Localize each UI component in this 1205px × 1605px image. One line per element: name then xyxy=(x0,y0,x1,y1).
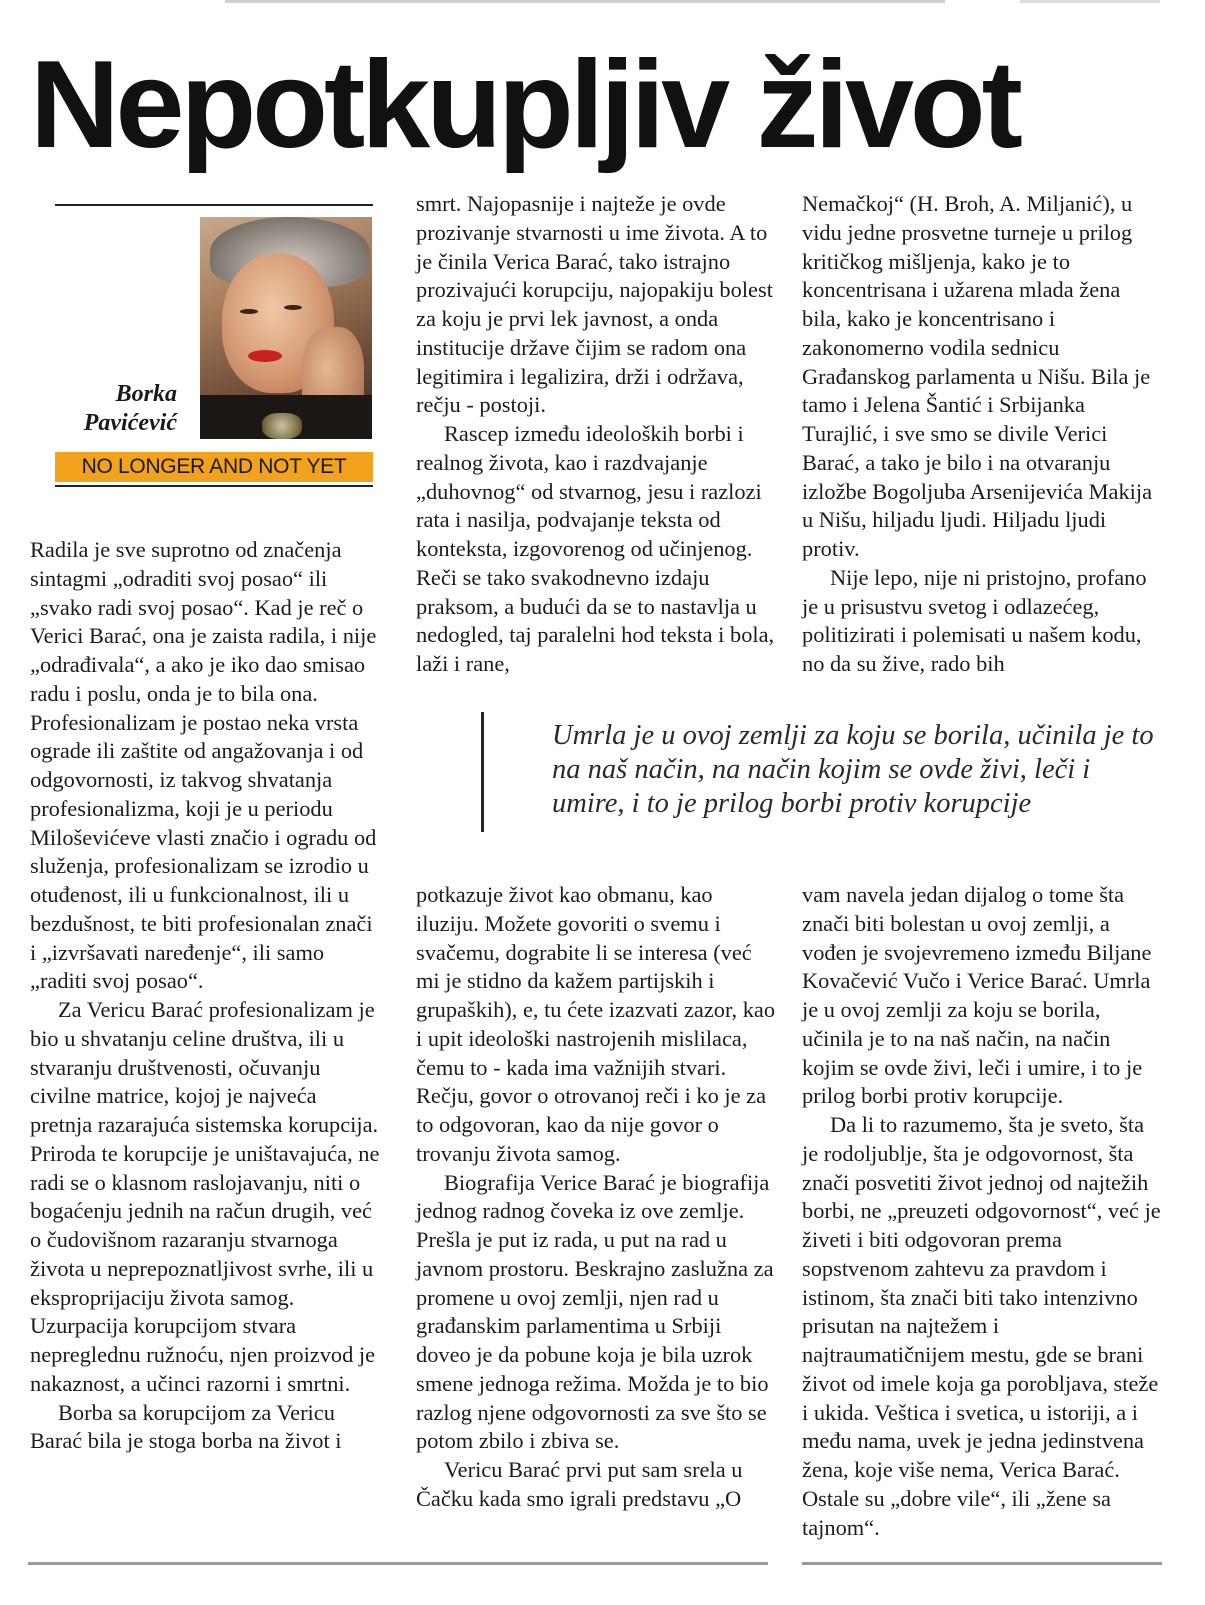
paragraph: Da li to razumemo, šta je sveto, šta je rodoljublje, šta je odgovornost, šta znači posvetiti život jednoj od najtežih borbi, ne „preuzeti odgovornost“, već je živeti i biti odgovoran prema sopstvenom zahtevu za pravdom i istinom, šta znači biti tako intenzivno prisutan na najtežem i najtraumatičnijem mestu, gde se brani život od imele koja ga porobljava, steže i ukida. Veštica i svetica, u istoriji, a i među nama, uvek je jedna jedinstvena žena, koje više nema, Verica Barać. Ostale su „dobre vile“, ili „žene sa tajnom“. xyxy=(802,1112,1161,1540)
paragraph: Nije lepo, nije ni pristojno, profano je u prisustvu svetog i odlazećeg, politizirati i polemisati u našem kodu, no da su žive, rado bih xyxy=(802,564,1147,676)
paragraph: Nemačkoj“ (H. Broh, A. Miljanić), u vidu jedne prosvetne turneje u prilog kritičkog mišljenja, kako je to koncentrisana i užarena mlada žena bila, kako je koncentrisano i zakonomerno vodila sednicu Građanskog parlamenta u Nišu. Bila je tamo i Jelena Šantić i Srbijanka Turajlić, i sve smo se divile Verici Barać, a tako je bilo i na otvaranju izložbe Bogoljuba Arsenijevića Makija u Nišu, hiljadu ljudi. Hiljadu ljudi protiv. xyxy=(802,191,1153,561)
top-decorative-rule-right xyxy=(1020,0,1160,3)
paragraph: Borba sa korupcijom za Vericu Barać bila je stoga borba na život i xyxy=(30,1399,342,1454)
paragraph: vam navela jedan dijalog o tome šta znači biti bolestan u ovoj zemlji, a vođen je svojevremeno između Biljane Kovačević Vučo i Verice Barać. Umrla je u ovoj zemlji za koju se borila, učinila je to na naš način, na način kojim se ovde živi, leči i umire, i to je prilog borbi protiv korupcije. xyxy=(802,882,1152,1109)
author-first-name: Borka xyxy=(115,381,177,407)
paragraph: Za Vericu Barać profesionalizam je bio u shvatanju celine društva, ili u stvaranju društvenosti, očuvanju civilne matrice, kojoj je najveća pretnja razarajuća sistemska korupcija. Priroda te korupcije je uništavajuća, ne radi se o klasnom raslojavanju, niti o bogaćenju jednih na račun drugih, već o čudovišnom razaranju stvarnoga života u neprepoznatljivost svrhe, ili u eksproprijaciju života samog. Uzurpacija korupcijom stvara nepreglednu ružnoću, njen proizvod je nakaznost, a učinci razorni i smrtni. xyxy=(30,997,380,1396)
article-headline: Nepotkupljiv život xyxy=(30,36,1019,174)
pull-quote: Umrla je u ovoj zemlji za koju se borila, učinila je to na naš način, na način kojim se ovde živi, leči i umire, i to je prilog borbi protiv korupcije xyxy=(552,720,1154,819)
article-column-1 xyxy=(30,536,382,1456)
article-column-3-top xyxy=(802,190,1162,679)
bottom-rule-left xyxy=(28,1562,768,1565)
paragraph: potkazuje život kao obmanu, kao iluziju. Možete govoriti o svemu i svačemu, dograbite li se interesa (već mi je stidno da kažem partijskih i grupaških), e, tu ćete izazvati zazor, kao i upit ideološki nastrojenih mislilaca, čemu to - kada ima važnijih stvari. Rečju, govor o otrovanoj reči i ko je za to odgovoran, kao da nije govor o trovanju života samog. xyxy=(416,882,776,1166)
author-name xyxy=(55,380,177,438)
author-box-top-rule xyxy=(55,204,373,206)
pull-quote-bar xyxy=(481,712,484,832)
article-column-2-bottom xyxy=(416,881,776,1514)
author-last-name: Pavićević xyxy=(83,410,177,436)
article-column-2-top xyxy=(416,190,776,679)
paragraph: Biografija Verice Barać je biografija jednog radnog čoveka iz ove zemlje. Prešla je put iz rada, u put na rad u javnom prostoru. Beskrajno zaslužna za promene u ovoj zemlji, njen rad u građanskim parlamentima u Srbiji doveo je da pobune koja je bila uzrok smene jednoga režima. Možda je to bio razlog njene odgovornosti za sve što se potom zbilo i zbiva se. xyxy=(416,1169,774,1454)
author-box xyxy=(55,204,373,488)
paragraph: Radila je sve suprotno od značenja sintagmi „odraditi svoj posao“ ili „svako radi svoj posao“. Kad je reč o Verici Barać, ona je zaista radila, i nije „odrađivala“, a ako je iko dao smisao radu i poslu, onda je to bila ona. Profesionalizam je postao neka vrsta ograde ili zaštite od angažovanja i od odgovornosti, iz takvog shvatanja profesionalizma, koji je u periodu Miloševićeve vlasti značio i ogradu od služenja, profesionalizam se izrodio u otuđenost, ili u funkcionalnost, ili u bezdušnost, te biti profesionalan znači i „izvršavati naređenje“, ili samo „raditi svoj posao“. xyxy=(30,537,377,994)
bottom-rule-right xyxy=(802,1562,1162,1565)
paragraph: Rascep između ideoloških borbi i realnog života, kao i razdvajanje „duhovnog“ od stvarnog, jesu i razlozi rata i nasilja, podvajanje teksta od konteksta, izgovorenog od učinjenog. Reči se tako svakodnevno izdaju praksom, a budući da se to nastavlja u nedogled, taj paralelni hod teksta i bola, laži i rane, xyxy=(416,421,775,676)
column-name-badge: NO LONGER AND NOT YET xyxy=(55,452,373,482)
author-photo xyxy=(200,217,372,439)
top-decorative-rule xyxy=(225,0,945,3)
article-column-3-bottom xyxy=(802,881,1162,1542)
author-box-bottom-rule xyxy=(55,485,373,487)
paragraph: Vericu Barać prvi put sam srela u Čačku kada smo igrali predstavu „O xyxy=(416,1457,743,1511)
paragraph: smrt. Najopasnije i najteže je ovde prozivanje stvarnosti u ime života. A to je činila Verica Barać, tako istrajno prozivajući korupciju, najopakiju bolest za koju je prvi lek javnost, a onda institucije države čijim se radom ona legitimira i legalizira, drži i održava, rečju - postoji. xyxy=(416,191,773,418)
